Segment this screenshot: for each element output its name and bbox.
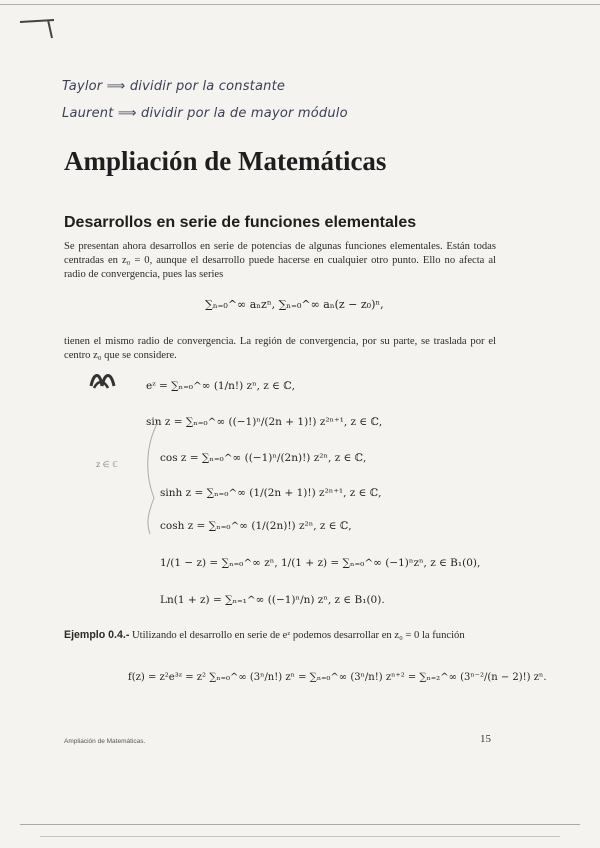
scan-top-edge	[0, 4, 600, 5]
scan-bottom-edge-2	[40, 836, 560, 837]
handwritten-note-laurent: Laurent ⟹ dividir por la de mayor módulo	[62, 106, 348, 121]
formula-geometric: 1/(1 − z) = ∑ₙ₌₀^∞ zⁿ, 1/(1 + z) = ∑ₙ₌₀^∞ (−1)ⁿzⁿ, z ∈ B₁(0),	[160, 557, 481, 569]
staple-mark	[18, 14, 58, 40]
handwritten-mark-icon	[88, 368, 118, 392]
page-title: Ampliación de Matemáticas	[64, 146, 387, 176]
formula-cos: cos z = ∑ₙ₌₀^∞ ((−1)ⁿ/(2n)!) z²ⁿ, z ∈ ℂ,	[160, 452, 367, 464]
example-text: Utilizando el desarrollo en serie de eᶻ podemos desarrollar en z₀ = 0 la función	[132, 630, 465, 641]
section-title: Desarrollos en serie de funciones elementales	[64, 214, 417, 231]
scan-bottom-edge	[20, 824, 580, 825]
margin-pencil-note: z ∈ ℂ	[96, 460, 118, 469]
formula-sin: sin z = ∑ₙ₌₀^∞ ((−1)ⁿ/(2n + 1)!) z²ⁿ⁺¹, z ∈ ℂ,	[146, 416, 383, 428]
handwritten-note-taylor: Taylor ⟹ dividir por la constante	[62, 79, 286, 94]
example-paragraph	[64, 628, 496, 643]
formula-log: Ln(1 + z) = ∑ₙ₌₁^∞ ((−1)ⁿ/n) zⁿ, z ∈ B₁(0).	[160, 594, 385, 606]
footer-book-title: Ampliación de Matemáticas.	[64, 738, 146, 745]
formula-sinh: sinh z = ∑ₙ₌₀^∞ (1/(2n + 1)!) z²ⁿ⁺¹, z ∈ ℂ,	[160, 487, 382, 499]
example-label: Ejemplo 0.4.-	[64, 629, 130, 641]
convergence-paragraph: tienen el mismo radio de convergencia. La región de convergencia, por su parte, se traslada por el centro z₀ que se considere.	[64, 336, 496, 361]
formula-cosh: cosh z = ∑ₙ₌₀^∞ (1/(2n)!) z²ⁿ, z ∈ ℂ,	[160, 520, 352, 532]
example-formula: f(z) = z²e³ᶻ = z² ∑ₙ₌₀^∞ (3ⁿ/n!) zⁿ = ∑ₙ₌₀^∞ (3ⁿ/n!) zⁿ⁺² = ∑ₙ₌₂^∞ (3ⁿ⁻²/(n − 2)!) zⁿ.	[128, 672, 547, 683]
series-display: ∑ₙ₌₀^∞ aₙzⁿ, ∑ₙ₌₀^∞ aₙ(z − z₀)ⁿ,	[205, 298, 384, 311]
formula-exp: eᶻ = ∑ₙ₌₀^∞ (1/n!) zⁿ, z ∈ ℂ,	[146, 380, 295, 392]
page-number: 15	[480, 733, 491, 745]
pencil-bracket-icon	[136, 418, 166, 538]
intro-paragraph: Se presentan ahora desarrollos en serie de potencias de algunas funciones elementales. Están todas centradas en z₀ = 0, aunque el desarrollo puede hacerse en cualquier otro punto. Ello no afecta al radio de convergencia, pues las series	[64, 241, 496, 280]
